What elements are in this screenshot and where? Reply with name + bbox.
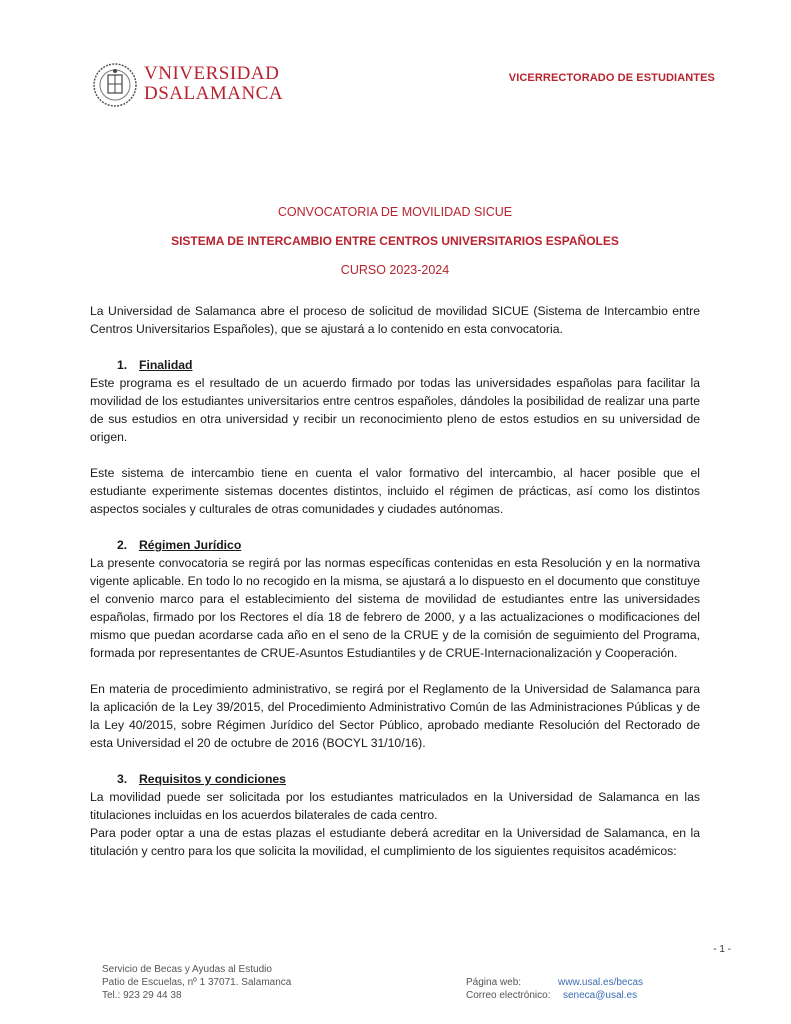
section-number: 3. bbox=[117, 772, 128, 786]
logo-line-2: DSALAMANCA bbox=[144, 83, 284, 104]
university-logo bbox=[92, 62, 284, 110]
section-title: Requisitos y condiciones bbox=[139, 772, 286, 786]
section-title: Finalidad bbox=[139, 358, 193, 372]
section-heading-1 bbox=[90, 356, 700, 374]
footer-phone: Tel.: 923 29 44 38 bbox=[102, 990, 182, 1001]
email-label: Correo electrónico: bbox=[466, 990, 551, 1001]
section-title: Régimen Jurídico bbox=[139, 538, 242, 552]
web-link[interactable]: www.usal.es/becas bbox=[558, 977, 644, 988]
footer-service: Servicio de Becas y Ayudas al Estudio bbox=[102, 964, 272, 975]
footer-street: Patio de Escuelas, nº 1 37071. Salamanca bbox=[102, 977, 292, 988]
title-line-2: SISTEMA DE INTERCAMBIO ENTRE CENTROS UNIVERSITARIOS ESPAÑOLES bbox=[171, 234, 619, 248]
university-seal-icon bbox=[92, 62, 138, 108]
document-titles bbox=[90, 204, 700, 291]
section-2-paragraph-2: En materia de procedimiento administrativo, se regirá por el Reglamento de la Universidad de Salamanca para la aplicación de la Ley 39/2015, del Procedimiento Administrativo Común de las Administraciones Públicas y de la Ley 40/2015, sobre Régimen Jurídico del Sector Público, aprobado mediante Resolución del Rectorado de esta Universidad el 20 de octubre de 2016 (BOCYL 31/10/16). bbox=[90, 682, 700, 750]
document-body bbox=[90, 302, 700, 860]
department-header: VICERRECTORADO DE ESTUDIANTES bbox=[508, 72, 715, 84]
section-2-paragraph-1: La presente convocatoria se regirá por las normas específicas contenidas en esta Resolución y en la normativa vigente aplicable. En todo lo no recogido en la misma, se ajustará a lo dispuesto en el documento que constituye el convenio marco para el establecimiento del sistema de movilidad de estudiantes entre las universidades españolas, firmado por los Rectores el día 18 de febrero de 2000, y a las actualizaciones o modificaciones del mismo que puedan acordarse cada año en el seno de la CRUE y de la comisión de seguimiento del Programa, formada por representantes de CRUE-Asuntos Estudiantiles y de CRUE-Internacionalización y Cooperación. bbox=[90, 556, 700, 660]
section-3-paragraph-1: La movilidad puede ser solicitada por los estudiantes matriculados en la Universidad de Salamanca en las titulaciones incluidas en los acuerdos bilaterales de cada centro. bbox=[90, 790, 700, 822]
intro-paragraph: La Universidad de Salamanca abre el proceso de solicitud de movilidad SICUE (Sistema de Intercambio entre Centros Universitarios Españoles), que se ajustará a lo contenido en esta convocatoria. bbox=[90, 304, 700, 336]
title-line-3: CURSO 2023-2024 bbox=[340, 263, 450, 277]
section-1-paragraph-2: Este sistema de intercambio tiene en cuenta el valor formativo del intercambio, al hacer posible que el estudiante experimente sistemas docentes distintos, incluido el régimen de prácticas, así como los distintos aspectos sociales y culturales de otras comunidades y ciudades autónomas. bbox=[90, 466, 700, 516]
section-1-paragraph-1: Este programa es el resultado de un acuerdo firmado por todas las universidades españolas para facilitar la movilidad de los estudiantes universitarios entre centros españoles, dándoles la posibilidad de realizar una parte de sus estudios en otra universidad y recibir un reconocimiento pleno de estos estudios en su universidad de origen. bbox=[90, 376, 700, 444]
section-number: 1. bbox=[117, 358, 128, 372]
section-heading-3 bbox=[90, 770, 700, 788]
footer-address bbox=[102, 963, 291, 1002]
section-3-paragraph-2: Para poder optar a una de estas plazas el estudiante deberá acreditar en la Universidad de Salamanca, en la titulación y centro para los que solicita la movilidad, el cumplimiento de los siguientes requisitos académicos: bbox=[90, 826, 700, 858]
logo-line-1: VNIVERSIDAD bbox=[144, 63, 280, 84]
web-label: Página web: bbox=[466, 977, 522, 988]
email-link[interactable]: seneca@usal.es bbox=[563, 990, 638, 1001]
section-heading-2 bbox=[90, 536, 700, 554]
footer-contact bbox=[466, 976, 643, 1002]
page-number: - 1 - bbox=[713, 944, 731, 955]
section-number: 2. bbox=[117, 538, 128, 552]
title-line-1: CONVOCATORIA DE MOVILIDAD SICUE bbox=[277, 205, 513, 219]
